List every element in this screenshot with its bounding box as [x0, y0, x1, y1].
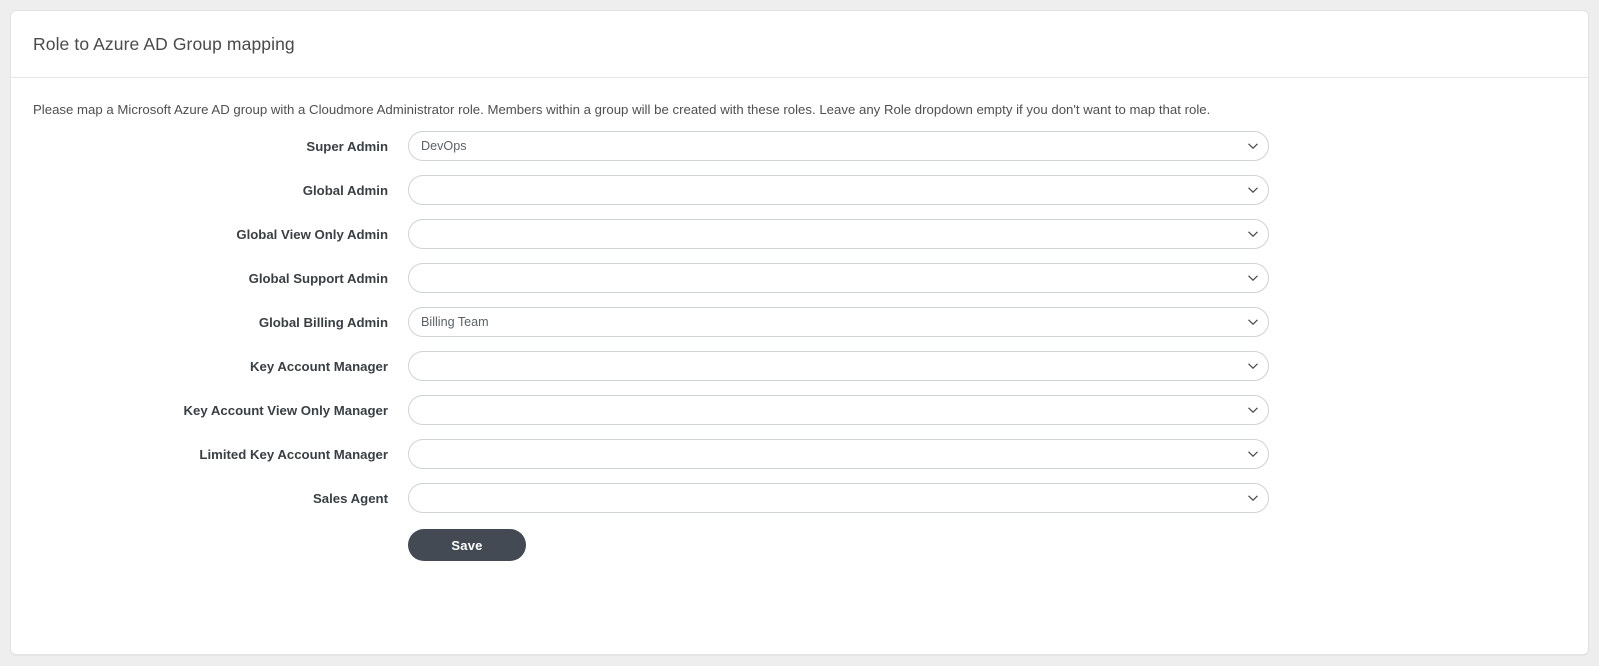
card-body [11, 78, 1588, 654]
label-super-admin: Super Admin [306, 138, 388, 154]
card-header [11, 11, 1588, 78]
select-wrap-key-account-view-only-manager [408, 395, 1269, 425]
actions-row [33, 529, 1566, 561]
select-wrap-super-admin [408, 131, 1269, 161]
role-mapping-card [10, 10, 1589, 655]
form-row-global-view-only-admin [33, 219, 1566, 249]
label-global-admin: Global Admin [302, 182, 388, 198]
label-global-billing-admin: Global Billing Admin [258, 314, 388, 330]
select-wrap-global-admin [408, 175, 1269, 205]
select-wrap-sales-agent [408, 483, 1269, 513]
select-wrap-global-support-admin [408, 263, 1269, 293]
label-global-support-admin: Global Support Admin [248, 270, 388, 286]
form-row-super-admin [33, 131, 1566, 161]
label-global-view-only-admin: Global View Only Admin [236, 226, 388, 242]
form-row-global-billing-admin [33, 307, 1566, 337]
label-key-account-view-only-manager: Key Account View Only Manager [183, 402, 388, 418]
save-button[interactable]: Save [408, 529, 526, 561]
select-limited-key-account-manager[interactable] [408, 439, 1269, 469]
select-super-admin[interactable] [408, 131, 1269, 161]
select-key-account-manager[interactable] [408, 351, 1269, 381]
select-global-admin[interactable] [408, 175, 1269, 205]
form-row-key-account-manager [33, 351, 1566, 381]
label-limited-key-account-manager: Limited Key Account Manager [199, 446, 388, 462]
select-sales-agent[interactable] [408, 483, 1269, 513]
form-row-key-account-view-only-manager [33, 395, 1566, 425]
select-global-support-admin[interactable] [408, 263, 1269, 293]
form-row-sales-agent [33, 483, 1566, 513]
intro-text: Please map a Microsoft Azure AD group with a Cloudmore Administrator role. Members within a group will be created with these roles. Leave any Role dropdown empty if you don't want to map that role. [33, 102, 1211, 117]
select-wrap-global-billing-admin [408, 307, 1269, 337]
label-sales-agent: Sales Agent [313, 490, 388, 506]
form-row-global-admin [33, 175, 1566, 205]
select-wrap-key-account-manager [408, 351, 1269, 381]
select-global-billing-admin[interactable] [408, 307, 1269, 337]
select-global-view-only-admin[interactable] [408, 219, 1269, 249]
form-row-limited-key-account-manager [33, 439, 1566, 469]
page-title: Role to Azure AD Group mapping [33, 33, 295, 54]
select-key-account-view-only-manager[interactable] [408, 395, 1269, 425]
select-wrap-global-view-only-admin [408, 219, 1269, 249]
label-key-account-manager: Key Account Manager [249, 358, 388, 374]
form-row-global-support-admin [33, 263, 1566, 293]
select-wrap-limited-key-account-manager [408, 439, 1269, 469]
